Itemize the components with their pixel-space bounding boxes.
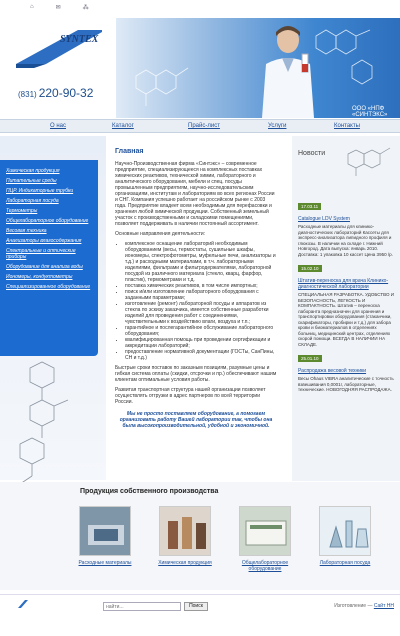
delivery-text: Быстрые сроки поставок по заказным позициям, разумные цены и гибкая система оплаты (скидки, отсрочки и пр.) обеспечивают нашим клиентам оптимальные условия работы. [115,365,277,383]
news-title-link[interactable]: Штатив-переноска для врача Клинико-диагностической лаборатории [298,278,389,290]
news-date: 25.01.10 [298,355,322,362]
product-image[interactable] [319,506,371,556]
list-item: • предоставление нормативной документации (ГОСТы, СанПины, СН и т.д.) [125,349,277,361]
nav-price-list[interactable]: Прайс-лист [188,123,220,129]
news-title-link[interactable]: Catalogue LDV System [298,216,350,222]
nav-contacts[interactable]: Контакты [334,123,360,129]
search-input[interactable] [103,602,181,611]
home-icon[interactable]: ⌂ [30,4,34,10]
news-heading: Новости [298,150,326,157]
sidebar-item-scales[interactable]: Весовая техника [6,228,47,234]
product-chemicals[interactable]: Химическая продукция [150,506,220,566]
credit-prefix: Изготовление — [334,603,373,609]
nav-about[interactable]: О нас [50,123,66,129]
mail-icon[interactable]: ✉ [55,5,61,11]
list-item: • поиск и/или изготовление лабораторного оборудования с заданными параметрами; [125,289,277,301]
nav-catalog[interactable]: Каталог [112,123,134,129]
product-image[interactable] [79,506,131,556]
page-title: Главная [115,148,144,155]
news-molecule-icon [338,140,396,180]
news-panel [292,136,400,481]
top-icons [30,4,89,11]
news-text: Расходные материалы для клинико-диагностических лабораторий Кассеты для экспресс-анализатора липидного профиля и глюкозы. В наличии на складе г. Нижний Новгород. Дата выпуска: январь 2010. Доставка: 1 упаковка 10 кассет Цена 3950 /р. [298,224,393,257]
footer-logo-icon [18,600,28,608]
catalog-sidebar [0,160,98,356]
list-item: • квалифицированная помощь при проведении сертификации и аккредитации лабораторий; [125,337,277,349]
sidebar-item-water[interactable]: Оборудование для анализа воды [6,264,83,270]
nav-services[interactable]: Услуги [268,123,287,129]
banner-caption: ООО «НПФ «СИНТЭКС» [352,106,388,118]
products-section [0,482,400,590]
sidebar-item-chemicals[interactable]: Химическая продукция [6,168,60,174]
news-text: СПЕЦИАЛЬНАЯ РАЗРАБОТКА. УДОБСТВО И БЕЗОПАСНОСТЬ, ЛЕГКОСТЬ И КОМПАКТНОСТЬ. Штатив – переноска лаборанта предназначен для хранения и транспортировки оборудования (стаканчики, скарификаторы, пробирки и т.д.) для забора крови и биоматериалов в отделениях больниц, медицинский центрах, отделениях скорой помощи. ВСЕГДА В НАЛИЧИИ НА СКЛАДЕ. [298,292,394,347]
product-general-equipment[interactable]: Общелабораторное оборудование [230,506,300,572]
svg-text:SYNTEX: SYNTEX [60,34,99,45]
sidebar-item-pcr[interactable]: ПЦР. Индикаторные трубки [6,188,74,194]
list-item: • изготовление (ремонт) лабораторной посуды и аппаратов из стекла по эскизу заказчика, имеется собственные разработки изделий для проведения работ с соединениями, чувствительными к воздействию влаги, воздуха и т.п.; [125,301,277,325]
transport-text: Развитая транспортная структура нашей организации позволяет осуществлять отгрузки в адрес партнеров по всей территории России. [115,387,266,405]
product-consumables[interactable]: Расходные материалы [70,506,140,566]
sidebar-item-general-equipment[interactable]: Общелабораторное оборудование [6,218,89,224]
product-image[interactable] [239,506,291,556]
news-date: 15.02.10 [298,265,322,272]
credit-link[interactable]: Сайт НН [373,603,394,609]
news-text: Весы Ohaus VIBRA аналитические с точность взвешивания 0,0001г, лабораторные, технические. НОВОГОДНЯЯ РАСПРОДАЖА. [298,376,394,392]
news-title-link[interactable]: Распродажа весовой техники [298,368,367,374]
sidebar-item-media[interactable]: Питательные среды [6,178,57,184]
syntex-logo[interactable] [16,26,102,68]
header-banner [116,18,400,118]
sidebar-item-thermometers[interactable]: Термометры [6,208,38,214]
product-image[interactable] [159,506,211,556]
search-button[interactable]: Поиск [184,602,208,611]
main-nav [0,119,400,133]
sidebar-item-optics[interactable]: Спектральные и оптические приборы [6,248,76,260]
sidebar-item-special[interactable]: Специализированное оборудование [6,284,91,290]
list-item: • комплексное оснащение лабораторий необходимым оборудованием (весы, термостаты, сушильные шкафы, иономеры, спектрофотометры, муфельные печи, анализаторы и т.д.) и расходными материалами, в т.ч. лабораторными изделиями, фильтрами и фильтродержателями, лабораторной посудой из различного материала (стекло, кварц, фарфор, пластик), термометрами и т.д. [125,241,277,283]
sidebar-item-ionomers[interactable]: Иономеры, кондуктометры [6,274,73,280]
phone-number: (831) 220-90-32 [18,86,94,100]
sitemap-icon[interactable]: ⁂ [82,5,89,11]
product-glassware[interactable]: Лабораторная посуда [310,506,380,566]
sidebar-item-glassware[interactable]: Лабораторная посуда [6,198,59,204]
scientist-image [256,24,320,118]
directions-heading: Основные направления деятельности: [115,231,206,237]
products-heading: Продукция собственного производства [80,488,219,495]
news-date: 17.03.11 [298,203,321,210]
list-item: • поставка химических реактивов, в том числе импортных; [125,283,277,289]
motto-quote: Мы не просто поставляем оборудование, а помогаем организовать работу Вашей лаборатории так, чтобы она была высокопроизводительной, удобной и экономичной. [119,411,273,429]
sidebar-item-moisture[interactable]: Анализаторы влагосодержания [6,238,82,244]
footer-credit [334,603,394,609]
molecule-decoration [0,356,100,486]
list-item: • гарантийное и послегарантийное обслуживание лабораторного оборудования; [125,325,277,337]
directions-list [115,241,277,361]
intro-text: Научно-Производственная фирма «Синтэкс» – современное предприятие, специализирующееся на комплексных поставках химических реактивов, технической химии, лабораторного и аналитического оборудования, мебели и спец. посуды промышленным предприятиям, научно-исследовательским организациям, институтам и лабораториям во всех регионах России и СНГ. Компания успешно работает на российском рынке с 2003 года. Предприятие владеет всем необходимым для перефасовки и хранения любой химической продукции. Собственный земельный участок с производственными и складскими помещениями, позволяет поддерживать в наличии постоянный ассортимент. [115,161,275,227]
main-content [107,136,285,481]
